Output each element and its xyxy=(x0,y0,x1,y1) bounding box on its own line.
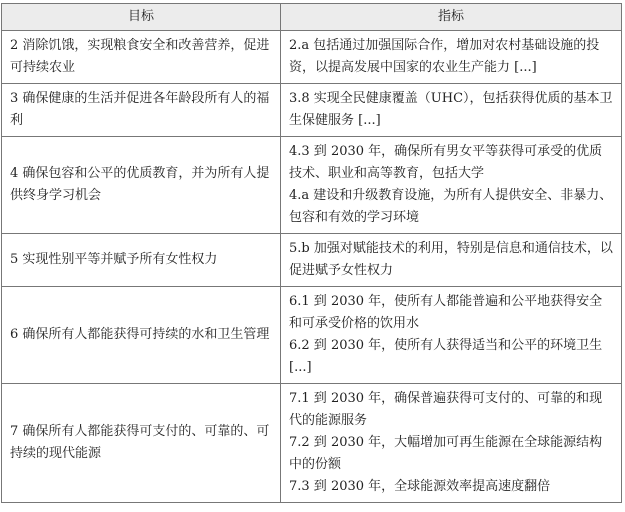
table-header xyxy=(2,4,622,31)
table-row xyxy=(2,384,622,503)
header-goal: 目标 xyxy=(2,4,281,31)
indicator-text: 7.3 到 2030 年，全球能源效率提高速度翻倍 xyxy=(289,479,551,494)
indicator-text: 2.a 包括通过加强国际合作，增加对农村基础设施的投资，以提高发展中国家的农业生产能力 [...] xyxy=(289,38,600,75)
indicator-text: 7.1 到 2030 年，确保普遍获得可支付的、可靠的和现代的能源服务 xyxy=(289,391,603,428)
indicator-text: 6.2 到 2030 年，使所有人获得适当和公平的环境卫生 [...] xyxy=(289,338,603,375)
table-row xyxy=(2,84,622,137)
indicator-text: 7.2 到 2030 年，大幅增加可再生能源在全球能源结构中的份额 xyxy=(289,435,603,472)
goal-cell: 5 实现性别平等并赋予所有女性权力 xyxy=(2,234,281,287)
goals-indicators-table xyxy=(1,3,622,503)
indicator-text: 4.3 到 2030 年，确保所有男女平等获得可承受的优质技术、职业和高等教育，包括大学 xyxy=(289,144,603,181)
indicator-cell xyxy=(281,84,622,137)
table-row xyxy=(2,234,622,287)
goal-cell: 7 确保所有人都能获得可支付的、可靠的、可持续的现代能源 xyxy=(2,384,281,503)
goal-cell: 3 确保健康的生活并促进各年龄段所有人的福利 xyxy=(2,84,281,137)
indicator-text: 4.a 建设和升级教育设施，为所有人提供安全、非暴力、包容和有效的学习环境 xyxy=(289,188,613,225)
goal-cell: 6 确保所有人都能获得可持续的水和卫生管理 xyxy=(2,287,281,384)
indicator-cell xyxy=(281,384,622,503)
indicator-text: 6.1 到 2030 年，使所有人都能普遍和公平地获得安全和可承受价格的饮用水 xyxy=(289,294,603,331)
header-indicator: 指标 xyxy=(281,4,622,31)
header-row xyxy=(2,4,622,31)
indicator-cell xyxy=(281,234,622,287)
goal-cell: 4 确保包容和公平的优质教育，并为所有人提供终身学习机会 xyxy=(2,137,281,234)
indicator-cell xyxy=(281,137,622,234)
indicator-cell xyxy=(281,287,622,384)
goal-cell: 2 消除饥饿，实现粮食安全和改善营养，促进可持续农业 xyxy=(2,31,281,84)
indicator-cell xyxy=(281,31,622,84)
indicator-text: 5.b 加强对赋能技术的利用，特别是信息和通信技术，以促进赋予女性权力 xyxy=(289,241,613,278)
table-row xyxy=(2,137,622,234)
table-row xyxy=(2,31,622,84)
table-row xyxy=(2,287,622,384)
table-body xyxy=(2,31,622,503)
indicator-text: 3.8 实现全民健康覆盖（UHC），包括获得优质的基本卫生保健服务 [...] xyxy=(289,91,613,128)
